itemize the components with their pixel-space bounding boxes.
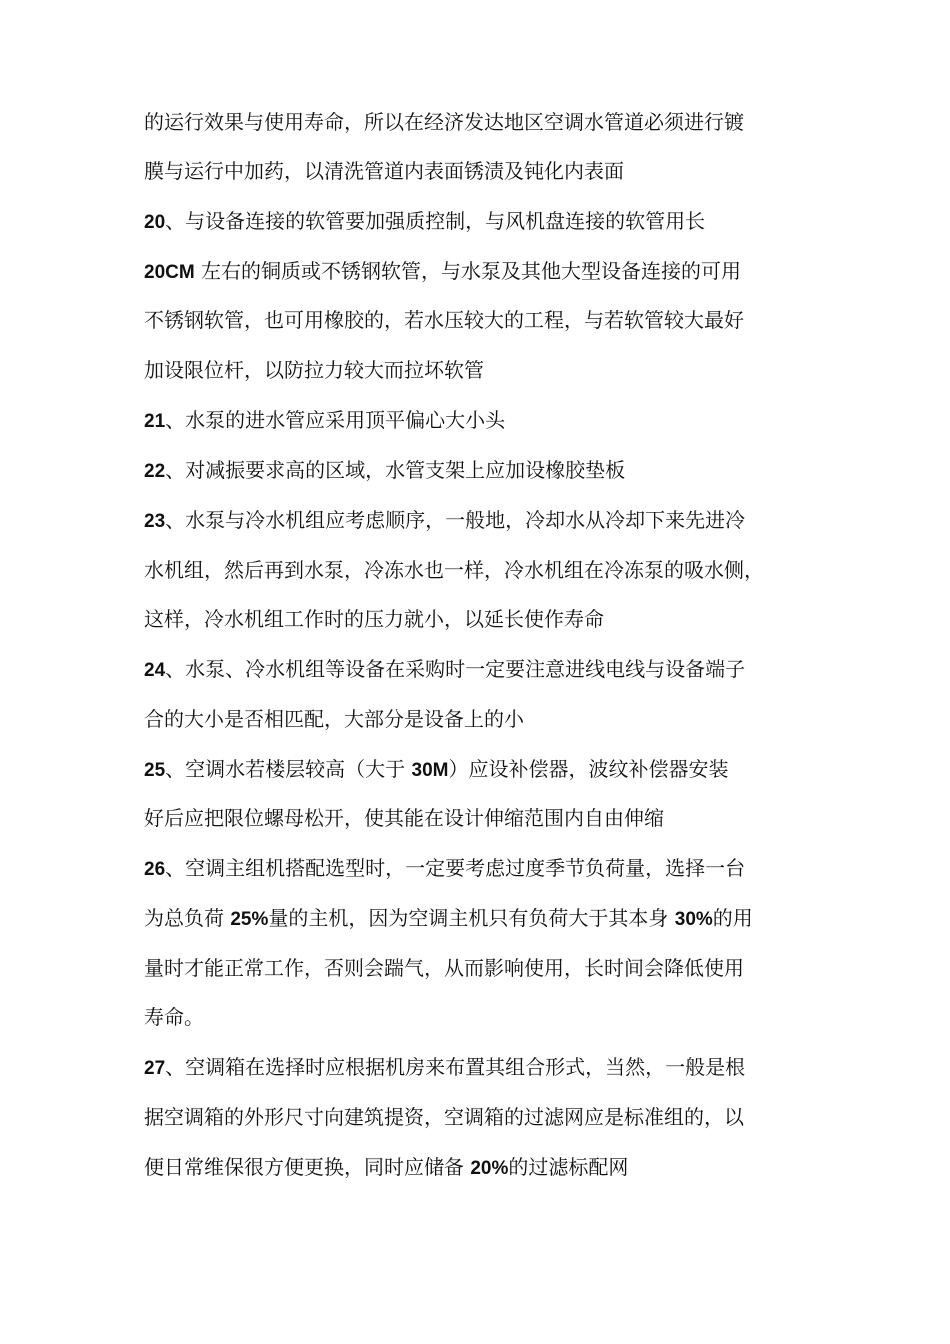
- text-line: [144, 156, 824, 186]
- item-number: 25: [144, 760, 166, 781]
- text-line: [144, 256, 824, 286]
- line-text: 、空调箱在选择时应根据机房来布置其组合形式，当然，一般是根: [165, 1055, 746, 1079]
- item-number: 27: [144, 1058, 166, 1079]
- percent-value: 25%: [230, 909, 269, 930]
- line-text: 加设限位杆，以防拉力较大而拉坏软管: [144, 358, 484, 382]
- percent-value: 20%: [470, 1158, 509, 1179]
- item-number: 23: [144, 511, 166, 532]
- text-line: [144, 803, 824, 833]
- item-number: 22: [144, 461, 166, 482]
- text-line: [144, 903, 824, 933]
- line-text: 量的主机，因为空调主机只有负荷大于其本身: [268, 906, 675, 930]
- line-text: 为总负荷: [144, 906, 231, 930]
- line-text: 、空调主组机搭配选型时，一定要考虑过度季节负荷量，选择一台: [165, 856, 746, 880]
- list-item-24: [144, 654, 824, 684]
- line-text: 好后应把限位螺母松开，使其能在设计伸缩范围内自由伸缩: [144, 806, 664, 830]
- line-text: 的过滤标配网: [508, 1155, 629, 1179]
- percent-value: 30%: [674, 909, 713, 930]
- item-number: 20: [144, 212, 166, 233]
- list-item-26: [144, 853, 824, 883]
- line-text: 、对减振要求高的区域，水管支架上应加设橡胶垫板: [165, 458, 626, 482]
- line-text: 水机组，然后再到水泵，冷冻水也一样，冷水机组在冷冻泵的吸水侧，: [144, 558, 764, 582]
- line-text: 这样，冷水机组工作时的压力就小，以延长使作寿命: [144, 607, 604, 631]
- list-item-27: [144, 1052, 824, 1082]
- text-line: [144, 604, 824, 634]
- line-text: ）应设补偿器，波纹补偿器安装: [448, 757, 729, 781]
- text-line: [144, 355, 824, 385]
- line-text: 合的大小是否相匹配，大部分是设备上的小: [144, 707, 524, 731]
- line-text: 、空调水若楼层较高（大于: [165, 757, 412, 781]
- line-text: 、与设备连接的软管要加强质控制，与风机盘连接的软管用长: [165, 209, 706, 233]
- list-item-21: [144, 405, 824, 435]
- list-item-25: [144, 754, 824, 784]
- text-line: [144, 1102, 824, 1132]
- text-line: [144, 953, 824, 983]
- text-line: [144, 555, 824, 585]
- line-text: 量时才能正常工作，否则会踹气，从而影响使用，长时间会降低使用: [144, 956, 744, 980]
- line-text: 便日常维保很方便更换，同时应储备: [144, 1155, 471, 1179]
- line-text: 据空调箱的外形尺寸向建筑提资，空调箱的过滤网应是标准组的，以: [144, 1105, 744, 1129]
- text-line: [144, 305, 824, 335]
- line-text: 、水泵与冷水机组应考虑顺序，一般地，冷却水从冷却下来先进冷: [165, 508, 746, 532]
- measurement-value: 20CM: [144, 262, 195, 283]
- line-text: 的用: [712, 906, 753, 930]
- text-line: [144, 1152, 824, 1182]
- line-text: 膜与运行中加药，以清洗管道内表面锈渍及钝化内表面: [144, 159, 624, 183]
- list-item-22: [144, 455, 824, 485]
- item-number: 21: [144, 411, 166, 432]
- line-text: 、水泵、冷水机组等设备在采购时一定要注意进线电线与设备端子: [165, 657, 746, 681]
- text-line: [144, 107, 824, 137]
- line-text: 寿命。: [144, 1005, 204, 1029]
- line-text: 的运行效果与使用寿命，所以在经济发达地区空调水管道必须进行镀: [144, 110, 744, 134]
- text-line: [144, 704, 824, 734]
- list-item-20: [144, 206, 824, 236]
- line-text: 左右的铜质或不锈钢软管，与水泵及其他大型设备连接的可用: [194, 259, 742, 283]
- line-text: 、水泵的进水管应采用顶平偏心大小头: [165, 408, 506, 432]
- list-item-23: [144, 505, 824, 535]
- line-text: 不锈钢软管，也可用橡胶的，若水压较大的工程，与若软管较大最好: [144, 308, 744, 332]
- measurement-value: 30M: [411, 760, 449, 781]
- item-number: 24: [144, 660, 166, 681]
- item-number: 26: [144, 859, 166, 880]
- text-line: [144, 1002, 824, 1032]
